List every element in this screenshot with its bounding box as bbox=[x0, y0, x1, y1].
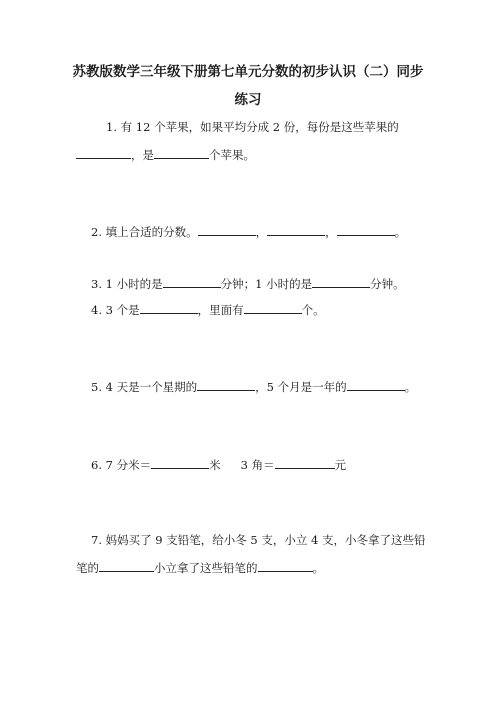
answer-blank[interactable] bbox=[154, 146, 209, 159]
question-1-line-1 bbox=[106, 120, 399, 134]
answer-blank[interactable] bbox=[99, 559, 154, 572]
question-5-text-3: 。 bbox=[404, 380, 417, 394]
question-7-line-1 bbox=[91, 533, 426, 547]
document-title-line-2: 练习 bbox=[234, 92, 262, 108]
answer-blank[interactable] bbox=[275, 456, 335, 469]
question-1-text-2: ，是 bbox=[131, 148, 154, 162]
answer-blank[interactable] bbox=[197, 378, 255, 391]
question-6-unit-2: 元 bbox=[334, 458, 347, 472]
question-7-text-4: 。 bbox=[312, 561, 324, 575]
answer-blank[interactable] bbox=[258, 559, 313, 572]
question-1-text-3: 个苹果。 bbox=[209, 148, 255, 162]
question-3-text: 3. 1 小时的是 bbox=[91, 277, 163, 291]
answer-blank[interactable] bbox=[337, 223, 395, 236]
answer-blank[interactable] bbox=[151, 456, 209, 469]
question-1-text: 1. 有 12 个苹果，如果平均分成 2 份，每份是这些苹果的 bbox=[106, 120, 399, 134]
question-2-text: 2. 填上合适的分数。 bbox=[91, 225, 198, 239]
question-6-unit-1: 米 bbox=[209, 458, 221, 472]
question-3 bbox=[91, 275, 405, 291]
document-title-line-1: 苏教版数学三年级下册第七单元分数的初步认识（二）同步 bbox=[72, 64, 424, 80]
question-7-text-2: 笔的 bbox=[76, 561, 99, 575]
question-7-line-2 bbox=[76, 559, 324, 575]
question-5 bbox=[91, 378, 416, 394]
separator: ， bbox=[255, 225, 268, 239]
question-7-text: 7. 妈妈买了 9 支铅笔，给小冬 5 支，小立 4 支，小冬拿了这些铅 bbox=[91, 533, 426, 547]
answer-blank[interactable] bbox=[244, 301, 302, 314]
question-6-text-2: 3 角＝ bbox=[240, 458, 275, 472]
question-6 bbox=[91, 456, 346, 472]
question-5-text: 5. 4 天是一个星期的 bbox=[91, 380, 198, 394]
question-4-text: 4. 3 个是 bbox=[91, 303, 140, 317]
answer-blank[interactable] bbox=[267, 223, 325, 236]
answer-blank[interactable] bbox=[312, 275, 370, 288]
question-7-text-3: 小立拿了这些铅笔的 bbox=[154, 561, 258, 575]
answer-blank[interactable] bbox=[76, 146, 131, 159]
answer-blank[interactable] bbox=[198, 223, 256, 236]
question-3-text-2: 分钟；1 小时的是 bbox=[220, 277, 313, 291]
question-4-text-2: ，里面有 bbox=[197, 303, 244, 317]
question-5-text-2: ，5 个月是一年的 bbox=[255, 380, 347, 394]
question-2 bbox=[91, 223, 406, 239]
answer-blank[interactable] bbox=[163, 275, 221, 288]
question-4-text-3: 个。 bbox=[301, 303, 325, 317]
question-2-end: 。 bbox=[394, 225, 407, 239]
answer-blank[interactable] bbox=[140, 301, 198, 314]
answer-blank[interactable] bbox=[347, 378, 405, 391]
question-4 bbox=[91, 301, 325, 317]
separator: ， bbox=[325, 225, 337, 239]
question-6-text: 6. 7 分米＝ bbox=[91, 458, 152, 472]
question-1-line-2 bbox=[76, 146, 255, 162]
question-3-text-3: 分钟。 bbox=[370, 277, 405, 291]
